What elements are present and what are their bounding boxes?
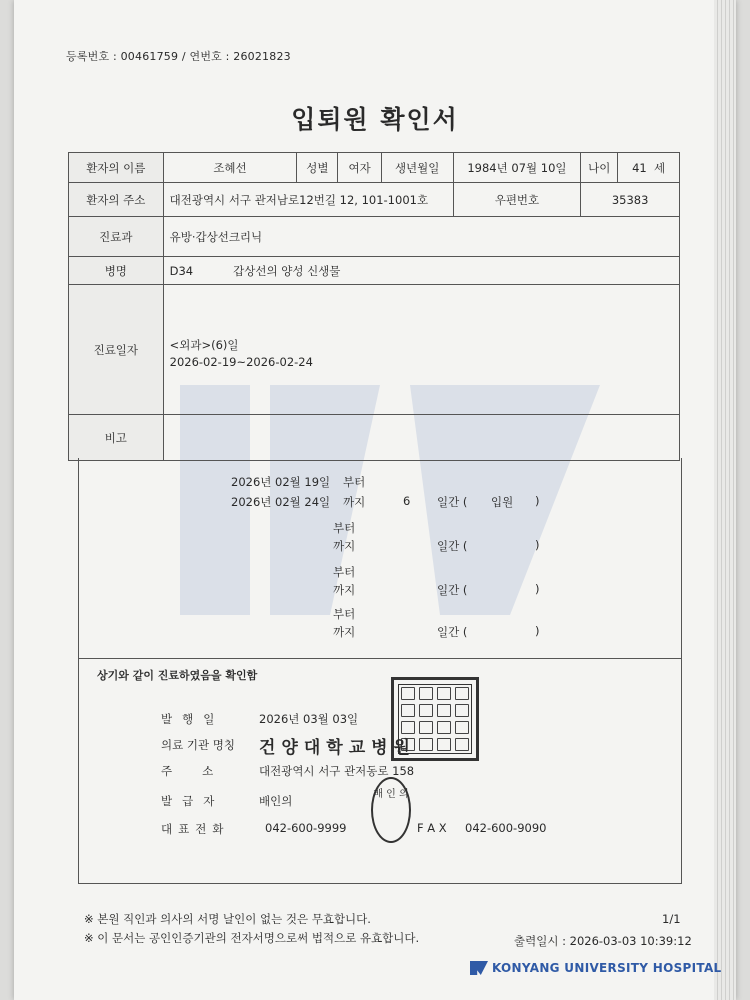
period-close: ) xyxy=(535,582,540,596)
document-title: 입퇴원 확인서 xyxy=(291,105,459,134)
birth-label: 생년월일 xyxy=(381,153,453,183)
patient-dates xyxy=(163,285,679,415)
fax-number: 042-600-9090 xyxy=(465,821,547,835)
doctor-signature-stamp xyxy=(371,777,411,843)
period-close: ) xyxy=(535,624,540,638)
period-to-date: 2026년 02월 24일 xyxy=(231,495,331,509)
period-from-word: 부터 xyxy=(333,521,356,535)
dates-range: 2026-02-19~2026-02-24 xyxy=(169,355,313,369)
period-days-word: 일간 ( xyxy=(437,495,468,509)
institution-label: 의료 기관 명칭 xyxy=(161,738,235,752)
patient-postal: 35383 xyxy=(581,183,680,217)
remarks-value xyxy=(163,415,679,461)
period-to-word: 까지 xyxy=(333,539,356,553)
admission-periods xyxy=(78,458,682,658)
hospital-logo xyxy=(470,961,721,975)
name-label: 환자의 이름 xyxy=(69,153,164,183)
patient-age xyxy=(618,153,680,183)
issue-date: 2026년 03월 03일 xyxy=(259,712,359,726)
patient-dept: 유방·갑상선크리닉 xyxy=(163,217,679,257)
disease-label: 병명 xyxy=(69,257,164,285)
stamp-text: 배 인 의 xyxy=(373,789,409,800)
age-value: 41 xyxy=(632,160,647,175)
konyang-logo-icon xyxy=(470,961,488,975)
dates-dept-days: <외과>(6)일 xyxy=(169,338,239,352)
period-to-word: 까지 xyxy=(333,625,356,639)
issuer-name: 배인의 xyxy=(259,794,293,808)
confirmation-section xyxy=(78,658,682,884)
remarks-label: 비고 xyxy=(69,415,164,461)
dates-label: 진료일자 xyxy=(69,285,164,415)
period-from-word: 부터 xyxy=(333,565,356,579)
issue-date-label: 발행일 xyxy=(161,712,225,726)
period-from-word: 부터 xyxy=(333,607,356,621)
dept-label: 진료과 xyxy=(69,217,164,257)
issuer-label: 발급자 xyxy=(161,794,225,808)
sex-label: 성별 xyxy=(297,153,338,183)
institution-name: 건양대학교병원 xyxy=(259,738,416,758)
period-days-word: 일간 ( xyxy=(437,539,468,553)
period-from-word: 부터 xyxy=(343,475,366,489)
period-close: ) xyxy=(535,538,540,552)
patient-address: 대전광역시 서구 관저남로12번길 12, 101-1001호 xyxy=(163,183,453,217)
footer-note-2: ※ 이 문서는 공인인증기관의 전자서명으로써 법적으로 유효합니다. xyxy=(84,931,420,945)
paper-stack-edge xyxy=(714,0,736,1000)
print-datetime: 출력일시 : 2026-03-03 10:39:12 xyxy=(514,934,692,948)
address-label: 환자의 주소 xyxy=(69,183,164,217)
confirmation-statement: 상기와 같이 진료하였음을 확인함 xyxy=(97,669,258,682)
footer-note-1: ※ 본원 직인과 의사의 서명 날인이 없는 것은 무효합니다. xyxy=(84,912,371,926)
fax-label: F A X xyxy=(417,821,447,835)
patient-info-table xyxy=(68,152,680,461)
postal-label: 우편번호 xyxy=(453,183,581,217)
patient-sex: 여자 xyxy=(338,153,381,183)
period-to-word: 까지 xyxy=(343,495,366,509)
period-close: ) xyxy=(535,494,540,508)
period-from-date: 2026년 02월 19일 xyxy=(231,475,331,489)
age-unit: 세 xyxy=(654,160,666,175)
period-to-word: 까지 xyxy=(333,583,356,597)
period-days-word: 일간 ( xyxy=(437,625,468,639)
registration-number: 등록번호 : 00461759 / 연번호 : 26021823 xyxy=(66,50,291,63)
page-number: 1/1 xyxy=(662,912,681,926)
patient-name: 조혜선 xyxy=(163,153,297,183)
phone-label: 대표전화 xyxy=(161,822,230,836)
patient-disease xyxy=(163,257,679,285)
period-type: 입원 xyxy=(491,495,514,509)
period-days-word: 일간 ( xyxy=(437,583,468,597)
phone-number: 042-600-9999 xyxy=(265,821,347,835)
disease-name: 갑상선의 양성 신생물 xyxy=(233,263,341,278)
patient-birth: 1984년 07월 10일 xyxy=(453,153,581,183)
institution-address: 대전광역시 서구 관저동로 158 xyxy=(259,764,415,778)
address-label: 주소 xyxy=(161,764,244,778)
period-days: 6 xyxy=(403,494,411,508)
hospital-logo-text: KONYANG UNIVERSITY HOSPITAL xyxy=(492,961,722,975)
age-label: 나이 xyxy=(581,153,618,183)
disease-code: D34 xyxy=(169,263,194,278)
